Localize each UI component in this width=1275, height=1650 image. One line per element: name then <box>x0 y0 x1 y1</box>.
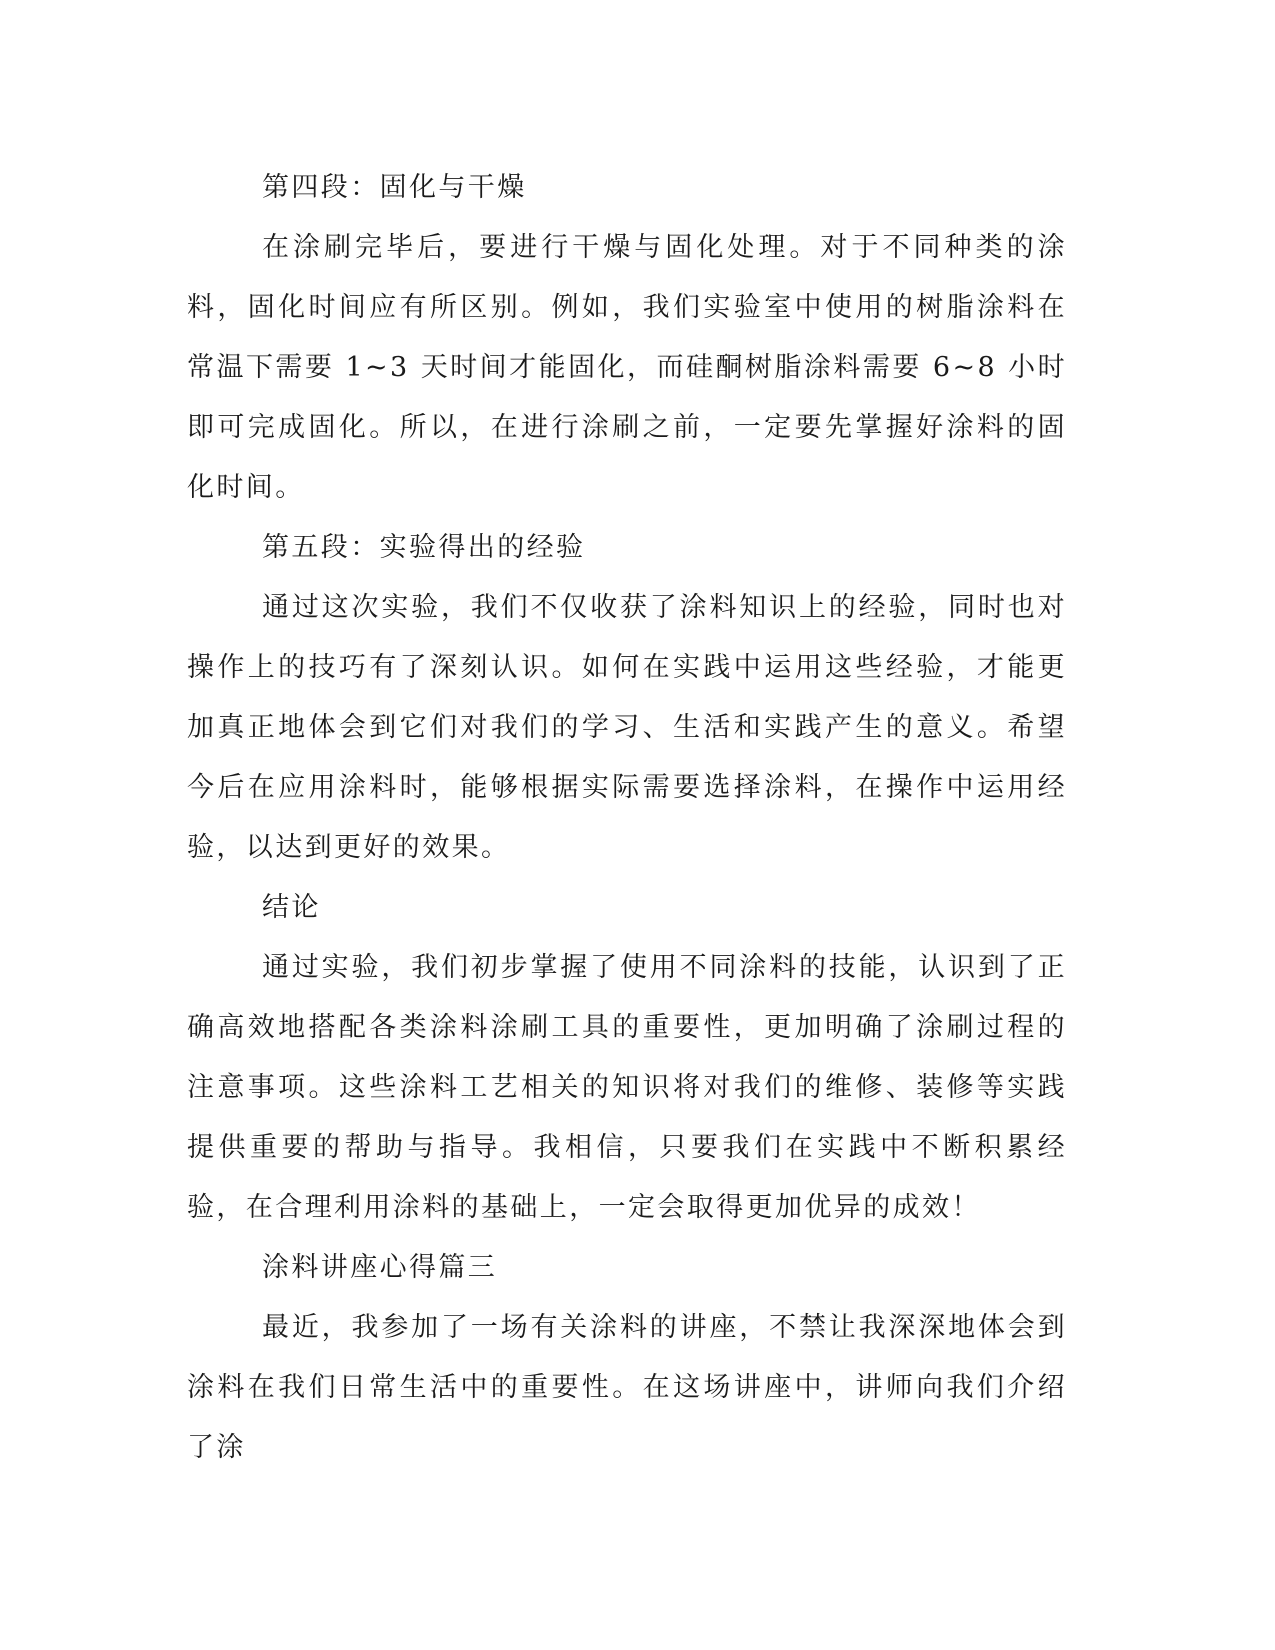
document-body <box>187 158 1067 1478</box>
paragraph-curing: 在涂刷完毕后，要进行干燥与固化处理。对于不同种类的涂料，固化时间应有所区别。例如，我们实验室中使用的树脂涂料在常温下需要 1~3 天时间才能固化，而硅酮树脂涂料需要 6~8 小时即可完成固化。所以，在进行涂刷之前，一定要先掌握好涂料的固化时间。 <box>187 232 1067 503</box>
section-heading-5: 第五段：实验得出的经验 <box>262 532 586 563</box>
section-heading-conclusion: 结论 <box>262 892 321 923</box>
paragraph-conclusion: 通过实验，我们初步掌握了使用不同涂料的技能，认识到了正确高效地搭配各类涂料涂刷工具的重要性，更加明确了涂刷过程的注意事项。这些涂料工艺相关的知识将对我们的维修、装修等实践提供重要的帮助与指导。我相信，只要我们在实践中不断积累经验，在合理利用涂料的基础上，一定会取得更加优异的成效！ <box>187 952 1067 1223</box>
paragraph-experience: 通过这次实验，我们不仅收获了涂料知识上的经验，同时也对操作上的技巧有了深刻认识。如何在实践中运用这些经验，才能更加真正地体会到它们对我们的学习、生活和实践产生的意义。希望今后在应用涂料时，能够根据实际需要选择涂料，在操作中运用经验，以达到更好的效果。 <box>187 592 1067 863</box>
section-heading-4: 第四段：固化与干燥 <box>262 172 527 203</box>
section-heading-part-three: 涂料讲座心得篇三 <box>262 1252 498 1283</box>
paragraph-lecture: 最近，我参加了一场有关涂料的讲座，不禁让我深深地体会到涂料在我们日常生活中的重要性。在这场讲座中，讲师向我们介绍了涂 <box>187 1312 1067 1463</box>
